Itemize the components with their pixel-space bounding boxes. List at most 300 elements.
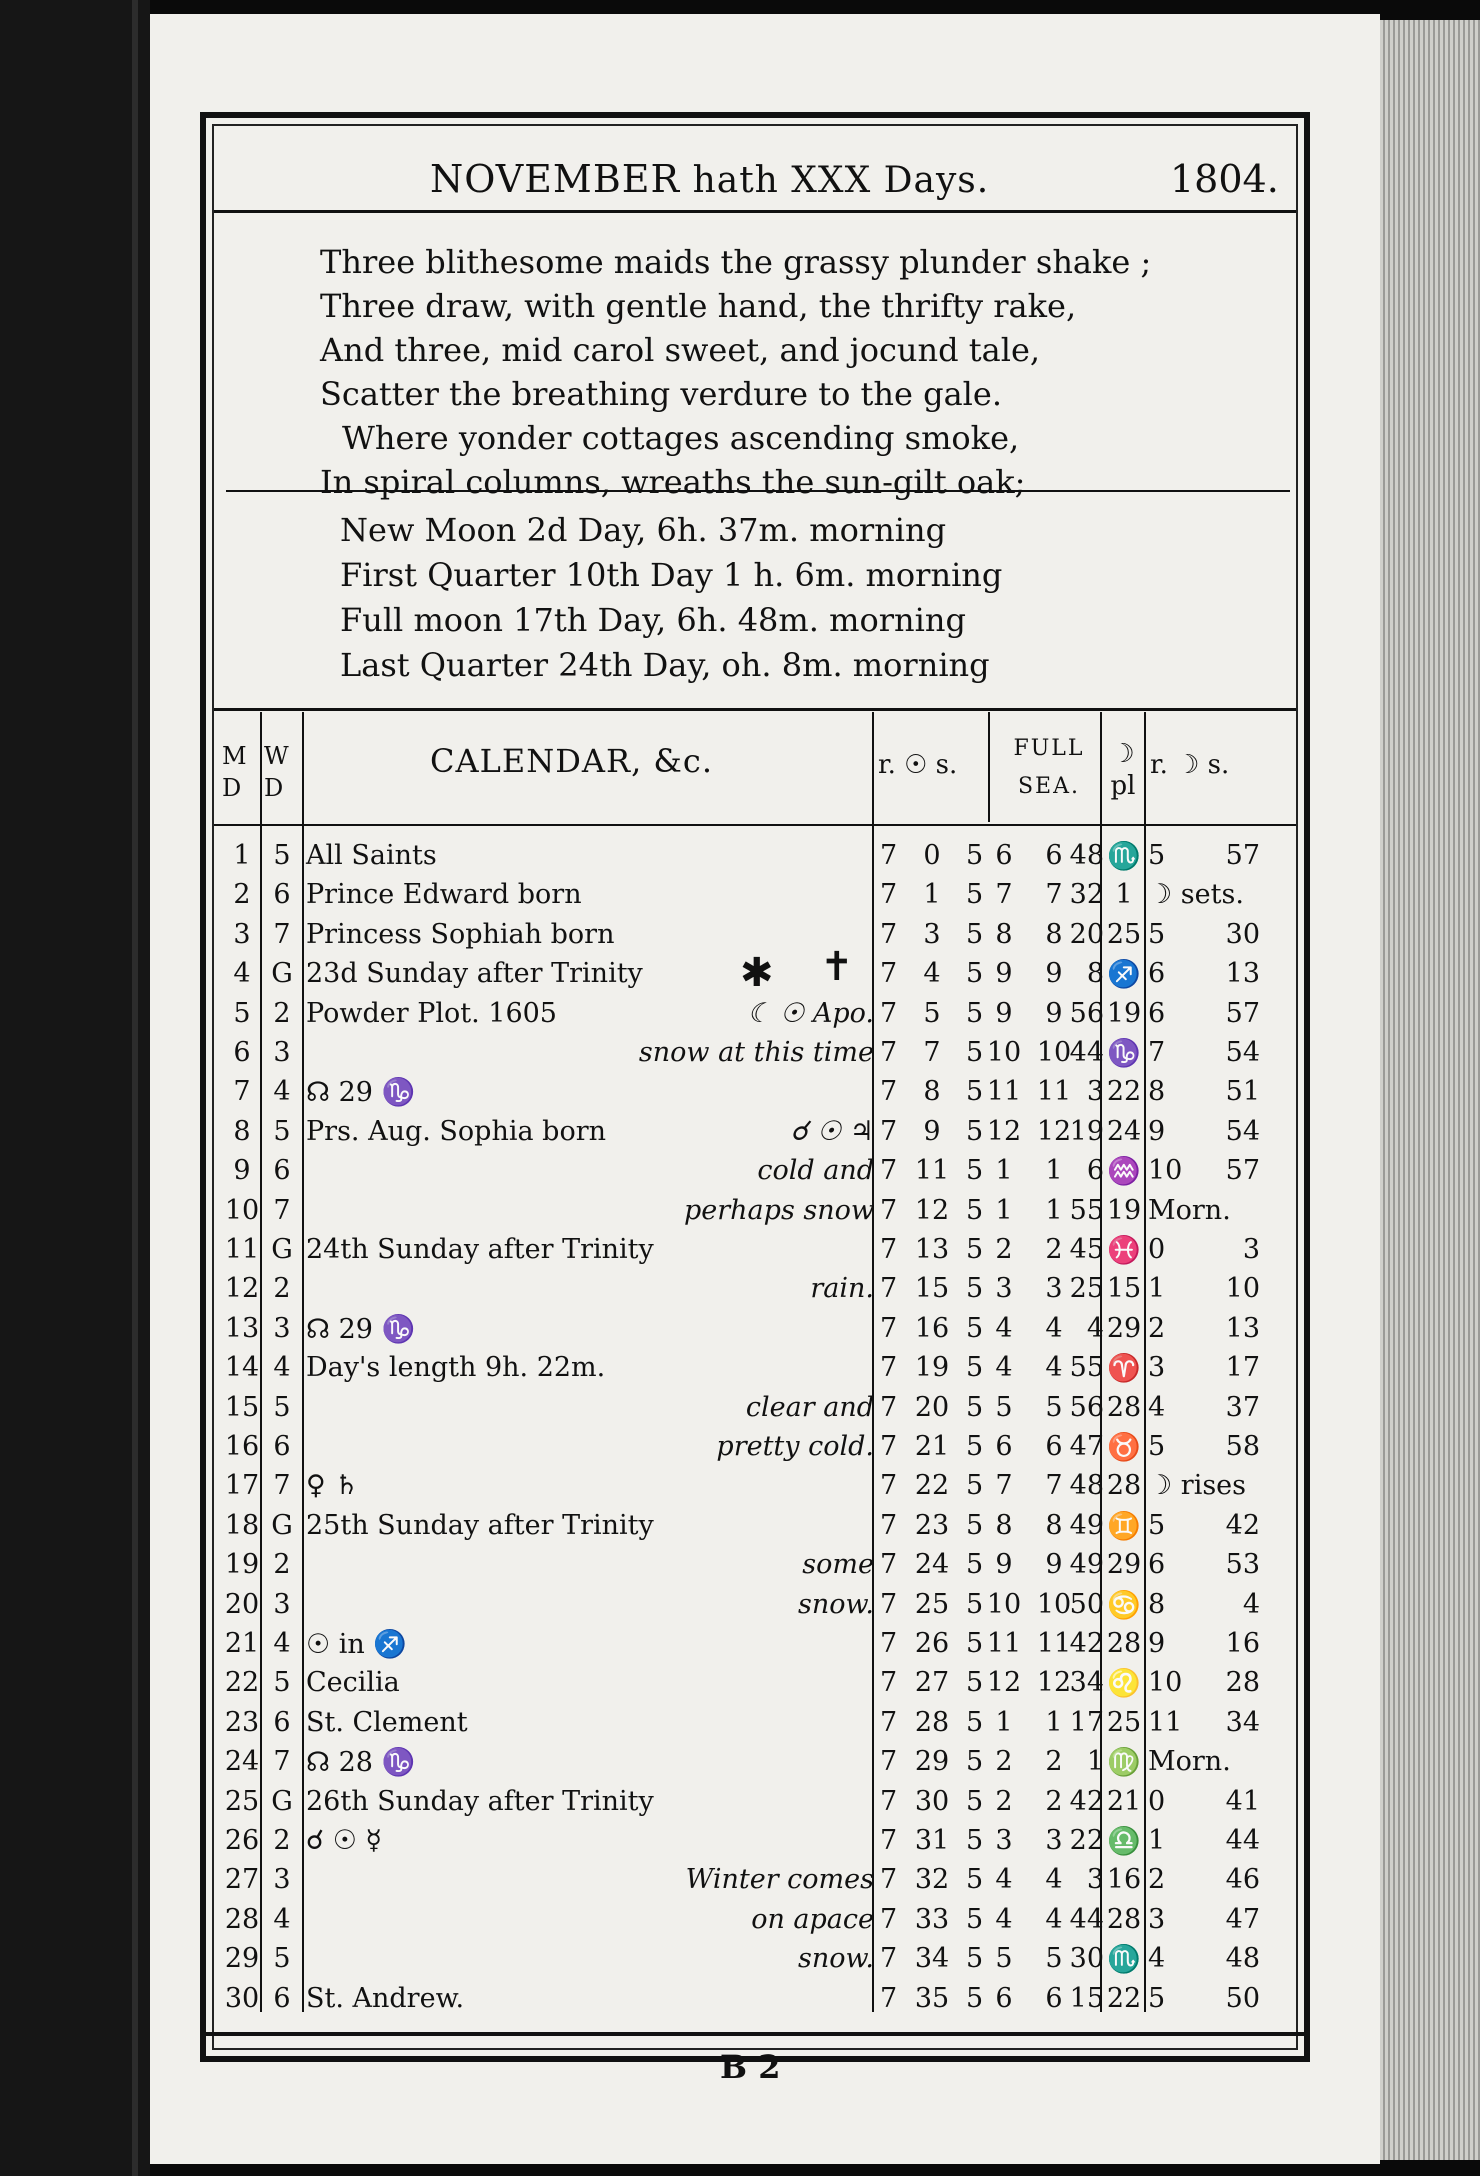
calendar-row <box>0 1116 1480 1154</box>
sunrise-minute: 28 <box>914 1706 950 1738</box>
sunset-minute: 3 <box>995 1825 1013 1856</box>
sunset-hour: 5 <box>966 1549 984 1581</box>
moon-rise-hour: 3 <box>1148 1352 1166 1384</box>
moon-rise-minute: 4 <box>1242 1588 1260 1620</box>
full-sea-hour: 3 <box>1045 1825 1063 1856</box>
moon-place: ♉ <box>1107 1432 1141 1463</box>
moon-rise-minute: 13 <box>1225 1312 1260 1344</box>
full-sea-hour: 6 <box>1045 1982 1063 2014</box>
sunset-minute: 1 <box>995 1706 1013 1738</box>
moon-rise-minute: Morn. <box>1148 1746 1231 1778</box>
full-sea-hour: 1 <box>1045 1706 1063 1738</box>
day-of-week: 3 <box>273 1588 291 1620</box>
calendar-event: ☊ 29 ♑ <box>306 1077 416 1109</box>
sunrise-hour: 7 <box>880 840 898 871</box>
moon-rise-minute: Morn. <box>1148 1194 1231 1226</box>
sunrise-hour: 7 <box>880 879 898 911</box>
day-of-month: 28 <box>224 1903 260 1935</box>
calendar-row <box>0 1470 1480 1508</box>
moon-place: ♑ <box>1107 1038 1141 1069</box>
day-of-month: 20 <box>224 1588 260 1620</box>
calendar-event: Prs. Aug. Sophia born <box>306 1115 607 1147</box>
sunset-hour: 5 <box>966 1076 984 1108</box>
sunrise-minute: 35 <box>914 1982 950 2014</box>
sunrise-minute: 5 <box>923 997 941 1029</box>
full-sea-hour: 4 <box>1045 1352 1063 1384</box>
full-sea-minute: 6 <box>1086 1155 1104 1187</box>
full-sea-minute: 19 <box>1069 1115 1104 1147</box>
full-sea-hour: 2 <box>1045 1234 1063 1265</box>
poem-line: And three, mid carol sweet, and jocund tale, <box>320 331 1041 369</box>
moon-place: 16 <box>1106 1864 1142 1896</box>
col-header-md: M D <box>222 742 247 802</box>
sunrise-hour: 7 <box>880 1431 898 1462</box>
sunrise-hour: 7 <box>880 1037 898 1068</box>
sunrise-hour: 7 <box>880 1943 898 1975</box>
sunset-minute: 9 <box>995 1549 1013 1581</box>
full-sea-hour: 10 <box>1036 1037 1072 1068</box>
sunrise-hour: 7 <box>880 1509 898 1541</box>
sunset-minute: 7 <box>995 879 1013 911</box>
fore-edge-top <box>1380 0 1480 20</box>
sunset-minute: 12 <box>986 1115 1022 1147</box>
sunrise-minute: 16 <box>914 1312 950 1344</box>
moon-rise-minute: 37 <box>1225 1391 1260 1423</box>
full-sea-hour: 7 <box>1045 1470 1063 1502</box>
sunrise-minute: 11 <box>914 1155 950 1187</box>
sunset-hour: 5 <box>966 958 984 990</box>
day-of-month: 4 <box>233 958 251 990</box>
moon-place: ♈ <box>1107 1353 1141 1385</box>
moon-place: ♐ <box>1107 959 1141 991</box>
day-of-month: 30 <box>224 1982 260 2014</box>
day-of-month: 7 <box>233 1076 251 1108</box>
sunrise-minute: 33 <box>914 1903 950 1935</box>
day-of-month: 25 <box>224 1785 260 1817</box>
sunrise-minute: 34 <box>914 1943 950 1975</box>
weather-note: cold and <box>757 1155 874 1187</box>
full-sea-minute: 50 <box>1069 1588 1104 1620</box>
day-of-week: 5 <box>273 1115 291 1147</box>
sunset-minute: 3 <box>995 1273 1013 1305</box>
moon-rise-minute: ☽ rises <box>1148 1470 1247 1502</box>
full-sea-minute: 8 <box>1086 958 1104 990</box>
sunset-hour: 5 <box>966 1155 984 1187</box>
sunset-minute: 5 <box>995 1391 1013 1423</box>
sunset-hour: 5 <box>966 840 984 871</box>
calendar-row <box>0 1746 1480 1784</box>
calendar-title: CALENDAR, &c. <box>430 742 713 780</box>
moon-phase-line: New Moon 2d Day, 6h. 37m. morning <box>340 511 947 549</box>
sunset-minute: 10 <box>986 1037 1022 1068</box>
weather-note: pretty cold. <box>716 1431 874 1462</box>
moon-rise-hour: 10 <box>1148 1155 1183 1187</box>
moon-rise-hour: 8 <box>1148 1076 1166 1108</box>
day-of-week: G <box>271 1234 293 1265</box>
moon-place: ♒ <box>1107 1156 1141 1188</box>
sunrise-hour: 7 <box>880 918 898 950</box>
moon-rise-minute: 46 <box>1225 1864 1260 1896</box>
day-of-month: 22 <box>224 1667 260 1699</box>
day-of-month: 8 <box>233 1115 251 1147</box>
day-of-month: 19 <box>224 1549 260 1581</box>
moon-phase-line: First Quarter 10th Day 1 h. 6m. morning <box>340 556 1003 594</box>
sunset-hour: 5 <box>966 1194 984 1226</box>
moon-place: 28 <box>1106 1391 1142 1423</box>
page-header-title <box>430 157 989 201</box>
full-sea-minute: 1 <box>1086 1746 1104 1778</box>
moon-place: 24 <box>1106 1115 1142 1147</box>
full-sea-minute: 56 <box>1069 997 1104 1029</box>
calendar-row <box>0 1825 1480 1863</box>
calendar-row <box>0 1352 1480 1390</box>
moon-place: ♏ <box>1107 1944 1141 1976</box>
sunset-hour: 5 <box>966 1864 984 1896</box>
sunset-minute: 8 <box>995 1509 1013 1541</box>
full-sea-minute: 42 <box>1069 1628 1104 1659</box>
moon-place: ♏ <box>1107 841 1141 872</box>
day-of-week: 7 <box>273 1746 291 1778</box>
sunset-minute: 4 <box>995 1352 1013 1384</box>
weather-note: snow. <box>798 1943 874 1975</box>
full-sea-hour: 5 <box>1045 1943 1063 1975</box>
sunrise-minute: 21 <box>914 1431 950 1462</box>
moon-rise-minute: 41 <box>1225 1785 1260 1817</box>
sunset-hour: 5 <box>966 1509 984 1541</box>
sunrise-minute: 0 <box>923 840 941 871</box>
table-head-divider <box>214 824 1296 826</box>
day-of-month: 29 <box>224 1943 260 1975</box>
sunrise-hour: 7 <box>880 1194 898 1226</box>
footer-rule <box>200 2032 1310 2036</box>
sunset-minute: 7 <box>995 1470 1013 1502</box>
day-of-week: 4 <box>273 1352 291 1384</box>
sunset-minute: 6 <box>995 840 1013 871</box>
moon-place: 28 <box>1106 1470 1142 1502</box>
calendar-event: All Saints <box>306 840 437 871</box>
calendar-event: ♀ ♄ <box>306 1470 359 1502</box>
weather-note: some <box>802 1549 874 1581</box>
day-of-month: 12 <box>224 1273 260 1305</box>
full-sea-minute: 42 <box>1069 1785 1104 1817</box>
moon-rise-minute: 16 <box>1225 1628 1260 1659</box>
day-of-month: 24 <box>224 1746 260 1778</box>
sunrise-hour: 7 <box>880 1628 898 1659</box>
full-sea-hour: 1 <box>1045 1194 1063 1226</box>
moon-place: ♓ <box>1107 1235 1141 1266</box>
day-of-month: 1 <box>233 840 251 871</box>
full-sea-minute: 45 <box>1069 1234 1104 1265</box>
full-sea-minute: 55 <box>1069 1194 1104 1226</box>
sunset-hour: 5 <box>966 1470 984 1502</box>
day-of-week: 4 <box>273 1076 291 1108</box>
moon-rise-minute: 3 <box>1242 1234 1260 1265</box>
day-of-month: 13 <box>224 1312 260 1344</box>
sunset-hour: 5 <box>966 1785 984 1817</box>
sunset-hour: 5 <box>966 1115 984 1147</box>
calendar-row <box>0 1628 1480 1666</box>
sunrise-hour: 7 <box>880 1234 898 1265</box>
full-sea-hour: 10 <box>1036 1588 1072 1620</box>
sunrise-minute: 7 <box>923 1037 941 1068</box>
sunrise-hour: 7 <box>880 1982 898 2014</box>
sunrise-minute: 15 <box>914 1273 950 1305</box>
poem-verse <box>320 240 1151 504</box>
sunrise-minute: 26 <box>914 1628 950 1659</box>
sunrise-minute: 9 <box>923 1115 941 1147</box>
day-of-week: 3 <box>273 1037 291 1068</box>
moon-rise-minute: 50 <box>1225 1982 1260 2014</box>
full-sea-minute: 25 <box>1069 1273 1104 1305</box>
sunrise-minute: 32 <box>914 1864 950 1896</box>
sunset-hour: 5 <box>966 879 984 911</box>
day-of-month: 10 <box>224 1194 260 1226</box>
full-sea-minute: 15 <box>1069 1982 1104 2014</box>
signature-mark: B 2 <box>720 2048 781 2086</box>
day-of-month: 16 <box>224 1431 260 1462</box>
full-sea-minute: 49 <box>1069 1549 1104 1581</box>
moon-rise-hour: 0 <box>1148 1234 1166 1265</box>
moon-rise-minute: 57 <box>1225 840 1260 871</box>
full-sea-minute: 3 <box>1086 1864 1104 1896</box>
day-of-month: 23 <box>224 1706 260 1738</box>
calendar-row <box>0 1707 1480 1745</box>
sunset-minute: 9 <box>995 997 1013 1029</box>
moon-rise-hour: 11 <box>1148 1706 1183 1738</box>
moon-rise-minute: 13 <box>1225 958 1260 990</box>
calendar-row <box>0 1510 1480 1548</box>
moon-rise-hour: 5 <box>1148 1431 1166 1462</box>
calendar-event: Prince Edward born <box>306 879 582 911</box>
sunrise-minute: 19 <box>914 1352 950 1384</box>
calendar-event: St. Andrew. <box>306 1982 465 2014</box>
day-of-week: 2 <box>273 1273 291 1305</box>
day-of-week: G <box>271 958 293 990</box>
moon-rise-minute: ☽ sets. <box>1148 879 1244 911</box>
col-header-moonplace: ☽ pl <box>1110 739 1136 801</box>
sunrise-minute: 3 <box>923 918 941 950</box>
calendar-row <box>0 879 1480 917</box>
sunset-hour: 5 <box>966 1746 984 1778</box>
sunrise-minute: 20 <box>914 1391 950 1423</box>
col-header-wd: W D <box>264 742 289 802</box>
sunset-minute: 12 <box>986 1667 1022 1699</box>
day-of-week: 7 <box>273 1470 291 1502</box>
weather-note: Winter comes <box>685 1864 874 1896</box>
day-of-month: 15 <box>224 1391 260 1423</box>
full-sea-hour: 2 <box>1045 1746 1063 1778</box>
full-sea-hour: 7 <box>1045 879 1063 911</box>
calendar-row <box>0 1273 1480 1311</box>
calendar-event: ☌ ☉ ☿ <box>306 1825 383 1856</box>
full-sea-hour: 9 <box>1045 1549 1063 1581</box>
calendar-row <box>0 1864 1480 1902</box>
sunrise-minute: 12 <box>914 1194 950 1226</box>
day-of-week: G <box>271 1509 293 1541</box>
sunrise-hour: 7 <box>880 1115 898 1147</box>
full-sea-minute: 4 <box>1086 1312 1104 1344</box>
moon-rise-minute: 44 <box>1225 1825 1260 1856</box>
moon-rise-hour: 6 <box>1148 958 1166 990</box>
moon-place: 22 <box>1106 1076 1142 1108</box>
sunrise-minute: 25 <box>914 1588 950 1620</box>
moon-phase-line: Full moon 17th Day, 6h. 48m. morning <box>340 601 966 639</box>
col-header-sun: r. ☉ s. <box>878 750 958 780</box>
full-sea-hour: 9 <box>1045 958 1063 990</box>
moon-rise-hour: 8 <box>1148 1588 1166 1620</box>
calendar-row <box>0 1786 1480 1824</box>
sunrise-hour: 7 <box>880 1864 898 1896</box>
sunset-hour: 5 <box>966 1588 984 1620</box>
moon-place: 21 <box>1106 1785 1142 1817</box>
sunrise-hour: 7 <box>880 1352 898 1384</box>
moon-place: 15 <box>1106 1273 1142 1305</box>
full-sea-hour: 4 <box>1045 1864 1063 1896</box>
sunset-minute: 6 <box>995 1982 1013 2014</box>
moon-phase-line: Last Quarter 24th Day, oh. 8m. morning <box>340 646 990 684</box>
sunset-minute: 4 <box>995 1312 1013 1344</box>
full-sea-minute: 34 <box>1069 1667 1104 1699</box>
sunset-hour: 5 <box>966 1903 984 1935</box>
day-of-week: 4 <box>273 1628 291 1659</box>
sunset-minute: 1 <box>995 1155 1013 1187</box>
sunset-minute: 10 <box>986 1588 1022 1620</box>
sunrise-minute: 30 <box>914 1785 950 1817</box>
moon-rise-hour: 5 <box>1148 1982 1166 2014</box>
sunrise-minute: 23 <box>914 1509 950 1541</box>
moon-rise-hour: 5 <box>1148 840 1166 871</box>
moon-rise-hour: 9 <box>1148 1628 1166 1659</box>
moon-place: 25 <box>1106 1706 1142 1738</box>
calendar-row <box>0 1155 1480 1193</box>
calendar-event: 26th Sunday after Trinity <box>306 1785 654 1817</box>
day-of-month: 27 <box>224 1864 260 1896</box>
header-divider <box>214 210 1296 213</box>
full-sea-hour: 9 <box>1045 997 1063 1029</box>
sunrise-hour: 7 <box>880 1903 898 1935</box>
sunrise-hour: 7 <box>880 1549 898 1581</box>
full-sea-hour: 12 <box>1036 1667 1072 1699</box>
day-of-month: 21 <box>224 1628 260 1659</box>
weather-note: snow at this time <box>638 1037 874 1068</box>
day-of-week: 5 <box>273 1391 291 1423</box>
day-of-week: 5 <box>273 1667 291 1699</box>
calendar-row <box>0 1667 1480 1705</box>
calendar-event: ☊ 28 ♑ <box>306 1747 416 1779</box>
sunset-minute: 9 <box>995 958 1013 990</box>
weather-note: ☾ ☉ Apo. <box>747 997 874 1029</box>
full-sea-hour: 6 <box>1045 840 1063 871</box>
day-of-week: 6 <box>273 1982 291 2014</box>
day-of-week: 6 <box>273 1155 291 1187</box>
full-sea-hour: 8 <box>1045 918 1063 950</box>
full-sea-minute: 48 <box>1069 1470 1104 1502</box>
moon-rise-hour: 7 <box>1148 1037 1166 1068</box>
month-name: NOVEMBER <box>430 157 681 201</box>
moon-rise-minute: 47 <box>1225 1903 1260 1935</box>
moon-rise-hour: 1 <box>1148 1825 1166 1856</box>
full-sea-hour: 4 <box>1045 1903 1063 1935</box>
sunset-minute: 1 <box>995 1194 1013 1226</box>
moon-place: 28 <box>1106 1903 1142 1935</box>
full-sea-minute: 20 <box>1069 918 1104 950</box>
full-sea-minute: 48 <box>1069 840 1104 871</box>
sunset-hour: 5 <box>966 1352 984 1384</box>
poem-line: Where yonder cottages ascending smoke, <box>342 419 1020 457</box>
calendar-row <box>0 1589 1480 1627</box>
sunrise-minute: 22 <box>914 1470 950 1502</box>
sunset-minute: 2 <box>995 1785 1013 1817</box>
sunset-minute: 4 <box>995 1864 1013 1896</box>
poem-line: Three draw, with gentle hand, the thrifty rake, <box>320 287 1077 325</box>
sunrise-hour: 7 <box>880 1312 898 1344</box>
sunset-hour: 5 <box>966 1391 984 1423</box>
day-of-week: 6 <box>273 879 291 911</box>
calendar-row <box>0 840 1480 878</box>
sunrise-hour: 7 <box>880 1470 898 1502</box>
moon-rise-hour: 9 <box>1148 1115 1166 1147</box>
sunrise-hour: 7 <box>880 1825 898 1856</box>
moons-divider <box>214 708 1296 711</box>
full-sea-minute: 17 <box>1069 1706 1104 1738</box>
calendar-row <box>0 1234 1480 1272</box>
moon-rise-minute: 54 <box>1225 1115 1260 1147</box>
calendar-event: 24th Sunday after Trinity <box>306 1234 654 1265</box>
moon-rise-hour: 3 <box>1148 1903 1166 1935</box>
sunset-hour: 5 <box>966 1037 984 1068</box>
calendar-event: ☊ 29 ♑ <box>306 1313 416 1345</box>
moon-rise-hour: 4 <box>1148 1943 1166 1975</box>
day-of-month: 11 <box>224 1234 260 1265</box>
moon-place: 19 <box>1106 997 1142 1029</box>
sunrise-hour: 7 <box>880 997 898 1029</box>
calendar-row <box>0 1076 1480 1114</box>
day-of-week: 3 <box>273 1864 291 1896</box>
calendar-event: ☉ in ♐ <box>306 1629 408 1660</box>
calendar-row <box>0 998 1480 1036</box>
sunset-hour: 5 <box>966 1273 984 1305</box>
day-of-month: 14 <box>224 1352 260 1384</box>
sunset-minute: 2 <box>995 1234 1013 1265</box>
calendar-row <box>0 1037 1480 1075</box>
calendar-event: 25th Sunday after Trinity <box>306 1509 654 1541</box>
sunset-hour: 5 <box>966 1234 984 1265</box>
full-sea-minute: 49 <box>1069 1509 1104 1541</box>
moon-place: ♍ <box>1107 1747 1141 1779</box>
calendar-row <box>0 1983 1480 2021</box>
full-sea-hour: 12 <box>1036 1115 1072 1147</box>
calendar-event: Cecilia <box>306 1667 400 1699</box>
calendar-row <box>0 1549 1480 1587</box>
sunset-minute: 11 <box>986 1076 1022 1108</box>
full-sea-hour: 2 <box>1045 1785 1063 1817</box>
weather-note: on apace <box>751 1903 874 1935</box>
moon-place: ♎ <box>1107 1826 1141 1857</box>
day-of-week: 4 <box>273 1903 291 1935</box>
sunrise-hour: 7 <box>880 1667 898 1699</box>
day-of-week: 6 <box>273 1706 291 1738</box>
moon-rise-hour: 10 <box>1148 1667 1183 1699</box>
sunset-hour: 5 <box>966 918 984 950</box>
moon-rise-minute: 53 <box>1225 1549 1260 1581</box>
full-sea-minute: 30 <box>1069 1943 1104 1975</box>
moon-place: ♌ <box>1107 1668 1141 1700</box>
sunset-hour: 5 <box>966 1706 984 1738</box>
full-sea-hour: 5 <box>1045 1391 1063 1423</box>
day-of-month: 18 <box>224 1509 260 1541</box>
moon-rise-hour: 2 <box>1148 1312 1166 1344</box>
day-of-week: 3 <box>273 1312 291 1344</box>
